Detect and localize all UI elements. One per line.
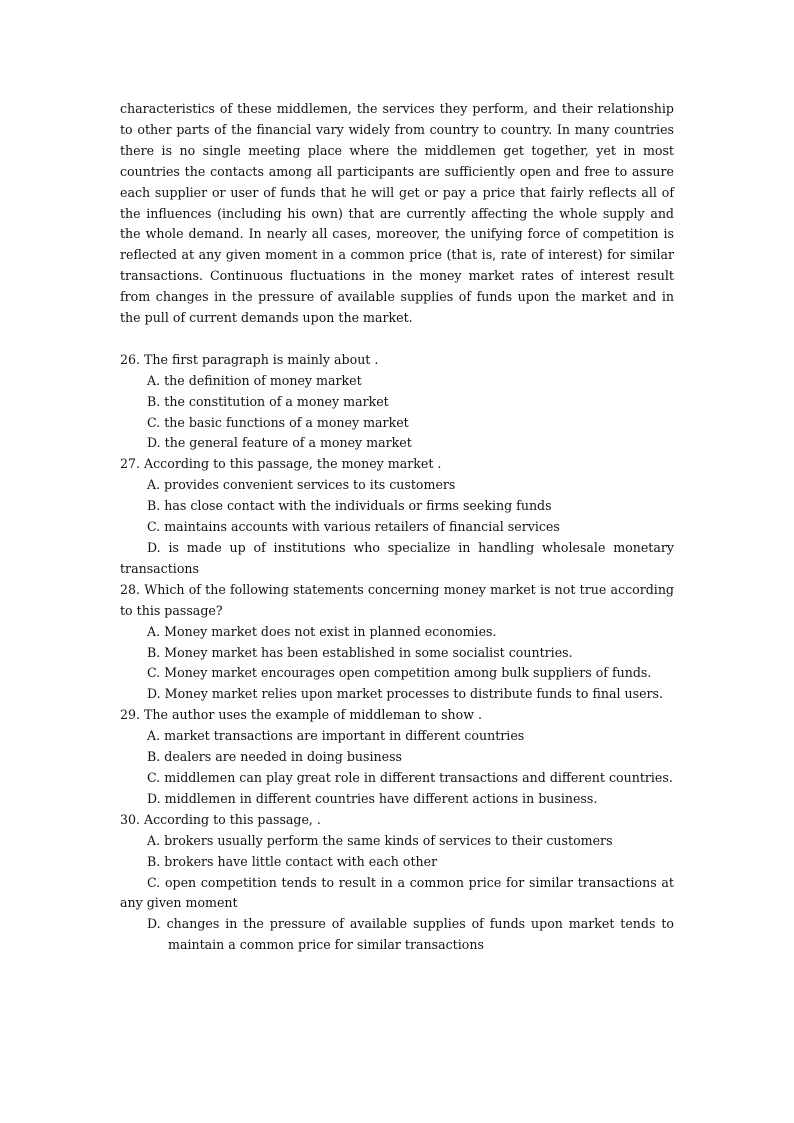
question-stem: 27. According to this passage, the money market .	[120, 456, 442, 472]
option-b	[120, 496, 674, 517]
option-text: brokers usually perform the same kinds of services to their customers	[164, 832, 613, 848]
option-letter: A.	[147, 372, 161, 388]
option-text: Money market encourages open competition among bulk suppliers of funds.	[164, 665, 652, 681]
option-letter: C.	[147, 414, 161, 430]
option-text: has close contact with the individuals or firms seeking funds	[164, 498, 552, 514]
option-letter: C.	[147, 874, 161, 890]
option-text: the basic functions of a money market	[164, 414, 409, 430]
option-b	[120, 643, 674, 664]
question-29	[120, 705, 674, 810]
option-text: middlemen in different countries have different actions in business.	[164, 790, 598, 806]
option-text: the general feature of a money market	[164, 435, 412, 451]
option-a	[120, 831, 674, 852]
option-text: market transactions are important in different countries	[164, 728, 525, 744]
option-d	[120, 789, 674, 810]
option-letter: B.	[147, 393, 161, 409]
question-stem: 28. Which of the following statements concerning money market is not true according to this passage?	[120, 581, 674, 618]
question-stem: 30. According to this passage, .	[120, 811, 321, 827]
passage-paragraph: characteristics of these middlemen, the services they perform, and their relationship to other parts of the financial vary widely from country to country. In many countries there is no single meeting place where the middlemen get together, yet in most countries the contacts among all participants are sufficiently open and free to assure each supplier or user of funds that he will get or pay a price that fairly reflects all of the influences (including his own) that are currently affecting the whole supply and the whole demand. In nearly all cases, moreover, the unifying force of competition is reflected at any given moment in a common price (that is, rate of interest) for similar transactions. Continuous fluctuations in the money market rates of interest result from changes in the pressure of available supplies of funds upon the market and in the pull of current demands upon the market.	[120, 101, 674, 326]
option-letter: B.	[147, 644, 161, 660]
option-letter: D.	[147, 540, 161, 556]
option-c	[120, 517, 674, 538]
option-text: the definition of money market	[164, 372, 362, 388]
option-letter: D.	[147, 435, 161, 451]
option-text: brokers have little contact with each other	[164, 853, 438, 869]
option-letter: C.	[147, 665, 161, 681]
option-letter: C.	[147, 769, 161, 785]
option-text: dealers are needed in doing business	[164, 749, 402, 765]
option-b	[120, 392, 674, 413]
option-list	[120, 622, 674, 706]
option-b	[120, 852, 674, 873]
option-text: maintains accounts with various retailers of financial services	[164, 519, 560, 535]
option-text: is made up of institutions who specialize in handling wholesale monetary transactions	[120, 540, 674, 576]
paragraph-gap	[120, 329, 674, 350]
question-30	[120, 810, 674, 956]
document-page	[120, 99, 674, 956]
option-letter: D.	[147, 916, 161, 932]
option-text: provides convenient services to its customers	[164, 477, 456, 493]
option-d	[120, 538, 674, 580]
option-text: changes in the pressure of available supplies of funds upon market tends to maintain a common price for similar transactions	[166, 916, 674, 953]
option-text: Money market has been established in some socialist countries.	[164, 644, 573, 660]
question-26	[120, 350, 674, 455]
option-text: the constitution of a money market	[164, 393, 389, 409]
option-b	[120, 747, 674, 768]
option-letter: A.	[147, 477, 161, 493]
option-list	[120, 475, 674, 580]
option-a	[120, 622, 674, 643]
option-text: Money market does not exist in planned economies.	[164, 623, 497, 639]
option-d	[120, 433, 674, 454]
question-28	[120, 580, 674, 705]
option-c	[120, 873, 674, 915]
question-stem: 29. The author uses the example of middleman to show .	[120, 707, 483, 723]
option-letter: C.	[147, 519, 161, 535]
option-text: open competition tends to result in a common price for similar transactions at any given moment	[120, 874, 674, 911]
option-a	[120, 371, 674, 392]
option-c	[120, 413, 674, 434]
option-letter: B.	[147, 498, 161, 514]
option-list	[120, 371, 674, 455]
option-letter: A.	[147, 623, 161, 639]
option-letter: B.	[147, 749, 161, 765]
option-a	[120, 475, 674, 496]
question-27	[120, 454, 674, 579]
option-c	[120, 663, 674, 684]
option-text: Money market relies upon market processes to distribute funds to final users.	[164, 686, 664, 702]
option-letter: A.	[147, 832, 161, 848]
option-c	[120, 768, 674, 789]
option-d	[120, 914, 674, 956]
option-list	[120, 726, 674, 810]
option-letter: D.	[147, 686, 161, 702]
option-letter: D.	[147, 790, 161, 806]
option-text: middlemen can play great role in different transactions and different countries.	[164, 769, 673, 785]
option-letter: A.	[147, 728, 161, 744]
question-stem: 26. The first paragraph is mainly about .	[120, 351, 379, 367]
option-a	[120, 726, 674, 747]
option-d	[120, 684, 674, 705]
option-letter: B.	[147, 853, 161, 869]
option-list	[120, 831, 674, 956]
